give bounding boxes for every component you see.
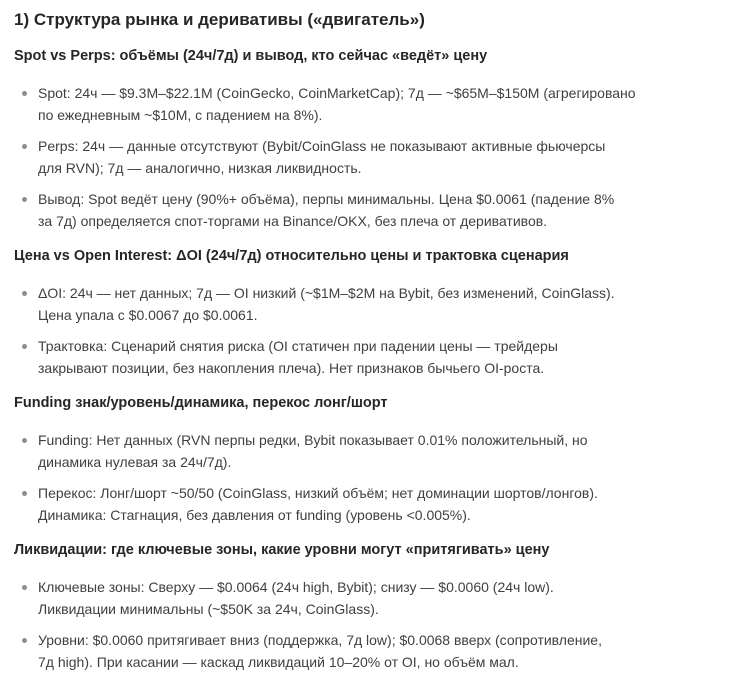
list-item-line: Вывод: Spot ведёт цену (90%+ объёма), перпы минимальны. Цена $0.0061 (падение 8%	[38, 191, 615, 207]
market-structure-report	[14, 8, 718, 673]
list-item-line: Цена упала с $0.0067 до $0.0061.	[38, 307, 258, 323]
list-item-line: Ликвидации минимальны (~$50K за 24ч, CoinGlass).	[38, 601, 379, 617]
list-item-interpretation	[38, 335, 718, 379]
list-item-conclusion	[38, 188, 718, 232]
section-liquidations	[14, 540, 718, 673]
list-item-key-zones	[38, 576, 718, 620]
list-item-line: ΔOI: 24ч — нет данных; 7д — OI низкий (~$1M–$2M на Bybit, без изменений, CoinGlass).	[38, 285, 615, 301]
section-funding	[14, 393, 718, 526]
list-item-line: 7д high). При касании — каскад ликвидаций 10–20% от OI, но объём мал.	[38, 654, 519, 670]
list-item-levels	[38, 629, 718, 673]
list-item-line: Ключевые зоны: Сверху — $0.0064 (24ч high, Bybit); снизу — $0.0060 (24ч low).	[38, 579, 554, 595]
list-item-skew	[38, 482, 718, 526]
section-heading-price-vs-oi: Цена vs Open Interest: ΔOI (24ч/7д) относительно цены и трактовка сценария	[14, 248, 569, 264]
section-spot-vs-perps	[14, 46, 718, 232]
list-item-line: Динамика: Стагнация, без давления от funding (уровень <0.005%).	[38, 507, 471, 523]
list-item-line: Уровни: $0.0060 притягивает вниз (поддержка, 7д low); $0.0068 вверх (сопротивление,	[38, 632, 602, 648]
section-price-vs-open-interest	[14, 246, 718, 379]
list-item-line: за 7д) определяется спот-торгами на Binance/OKX, без плеча от деривативов.	[38, 213, 548, 229]
list-item-delta-oi	[38, 282, 718, 326]
page-title: 1) Структура рынка и деривативы («двигатель»)	[14, 10, 425, 29]
list-item-line: Трактовка: Сценарий снятия риска (OI статичен при падении цены — трейдеры	[38, 338, 558, 354]
section-heading-spot-vs-perps: Spot vs Perps: объёмы (24ч/7д) и вывод, кто сейчас «ведёт» цену	[14, 48, 488, 64]
list-item-line: динамика нулевая за 24ч/7д).	[38, 454, 232, 470]
bullet-list	[14, 429, 718, 526]
list-item-spot	[38, 82, 718, 126]
list-item-line: Spot: 24ч — $9.3M–$22.1M (CoinGecko, CoinMarketCap); 7д — ~$65M–$150M (агрегировано	[38, 85, 636, 101]
section-heading-funding: Funding знак/уровень/динамика, перекос лонг/шорт	[14, 395, 388, 411]
list-item-line: для RVN); 7д — аналогично, низкая ликвидность.	[38, 160, 362, 176]
list-item-line: закрывают позиции, без накопления плеча). Нет признаков бычьего OI-роста.	[38, 360, 545, 376]
list-item-line: по ежедневным ~$10M, с падением на 8%).	[38, 107, 323, 123]
bullet-list	[14, 576, 718, 673]
bullet-list	[14, 82, 718, 232]
list-item-funding	[38, 429, 718, 473]
list-item-line: Perps: 24ч — данные отсутствуют (Bybit/CoinGlass не показывают активные фьючерсы	[38, 138, 606, 154]
list-item-perps	[38, 135, 718, 179]
list-item-line: Funding: Нет данных (RVN перпы редки, Bybit показывает 0.01% положительный, но	[38, 432, 588, 448]
bullet-list	[14, 282, 718, 379]
section-heading-liquidations: Ликвидации: где ключевые зоны, какие уровни могут «притягивать» цену	[14, 542, 550, 558]
list-item-line: Перекос: Лонг/шорт ~50/50 (CoinGlass, низкий объём; нет доминации шортов/лонгов).	[38, 485, 598, 501]
